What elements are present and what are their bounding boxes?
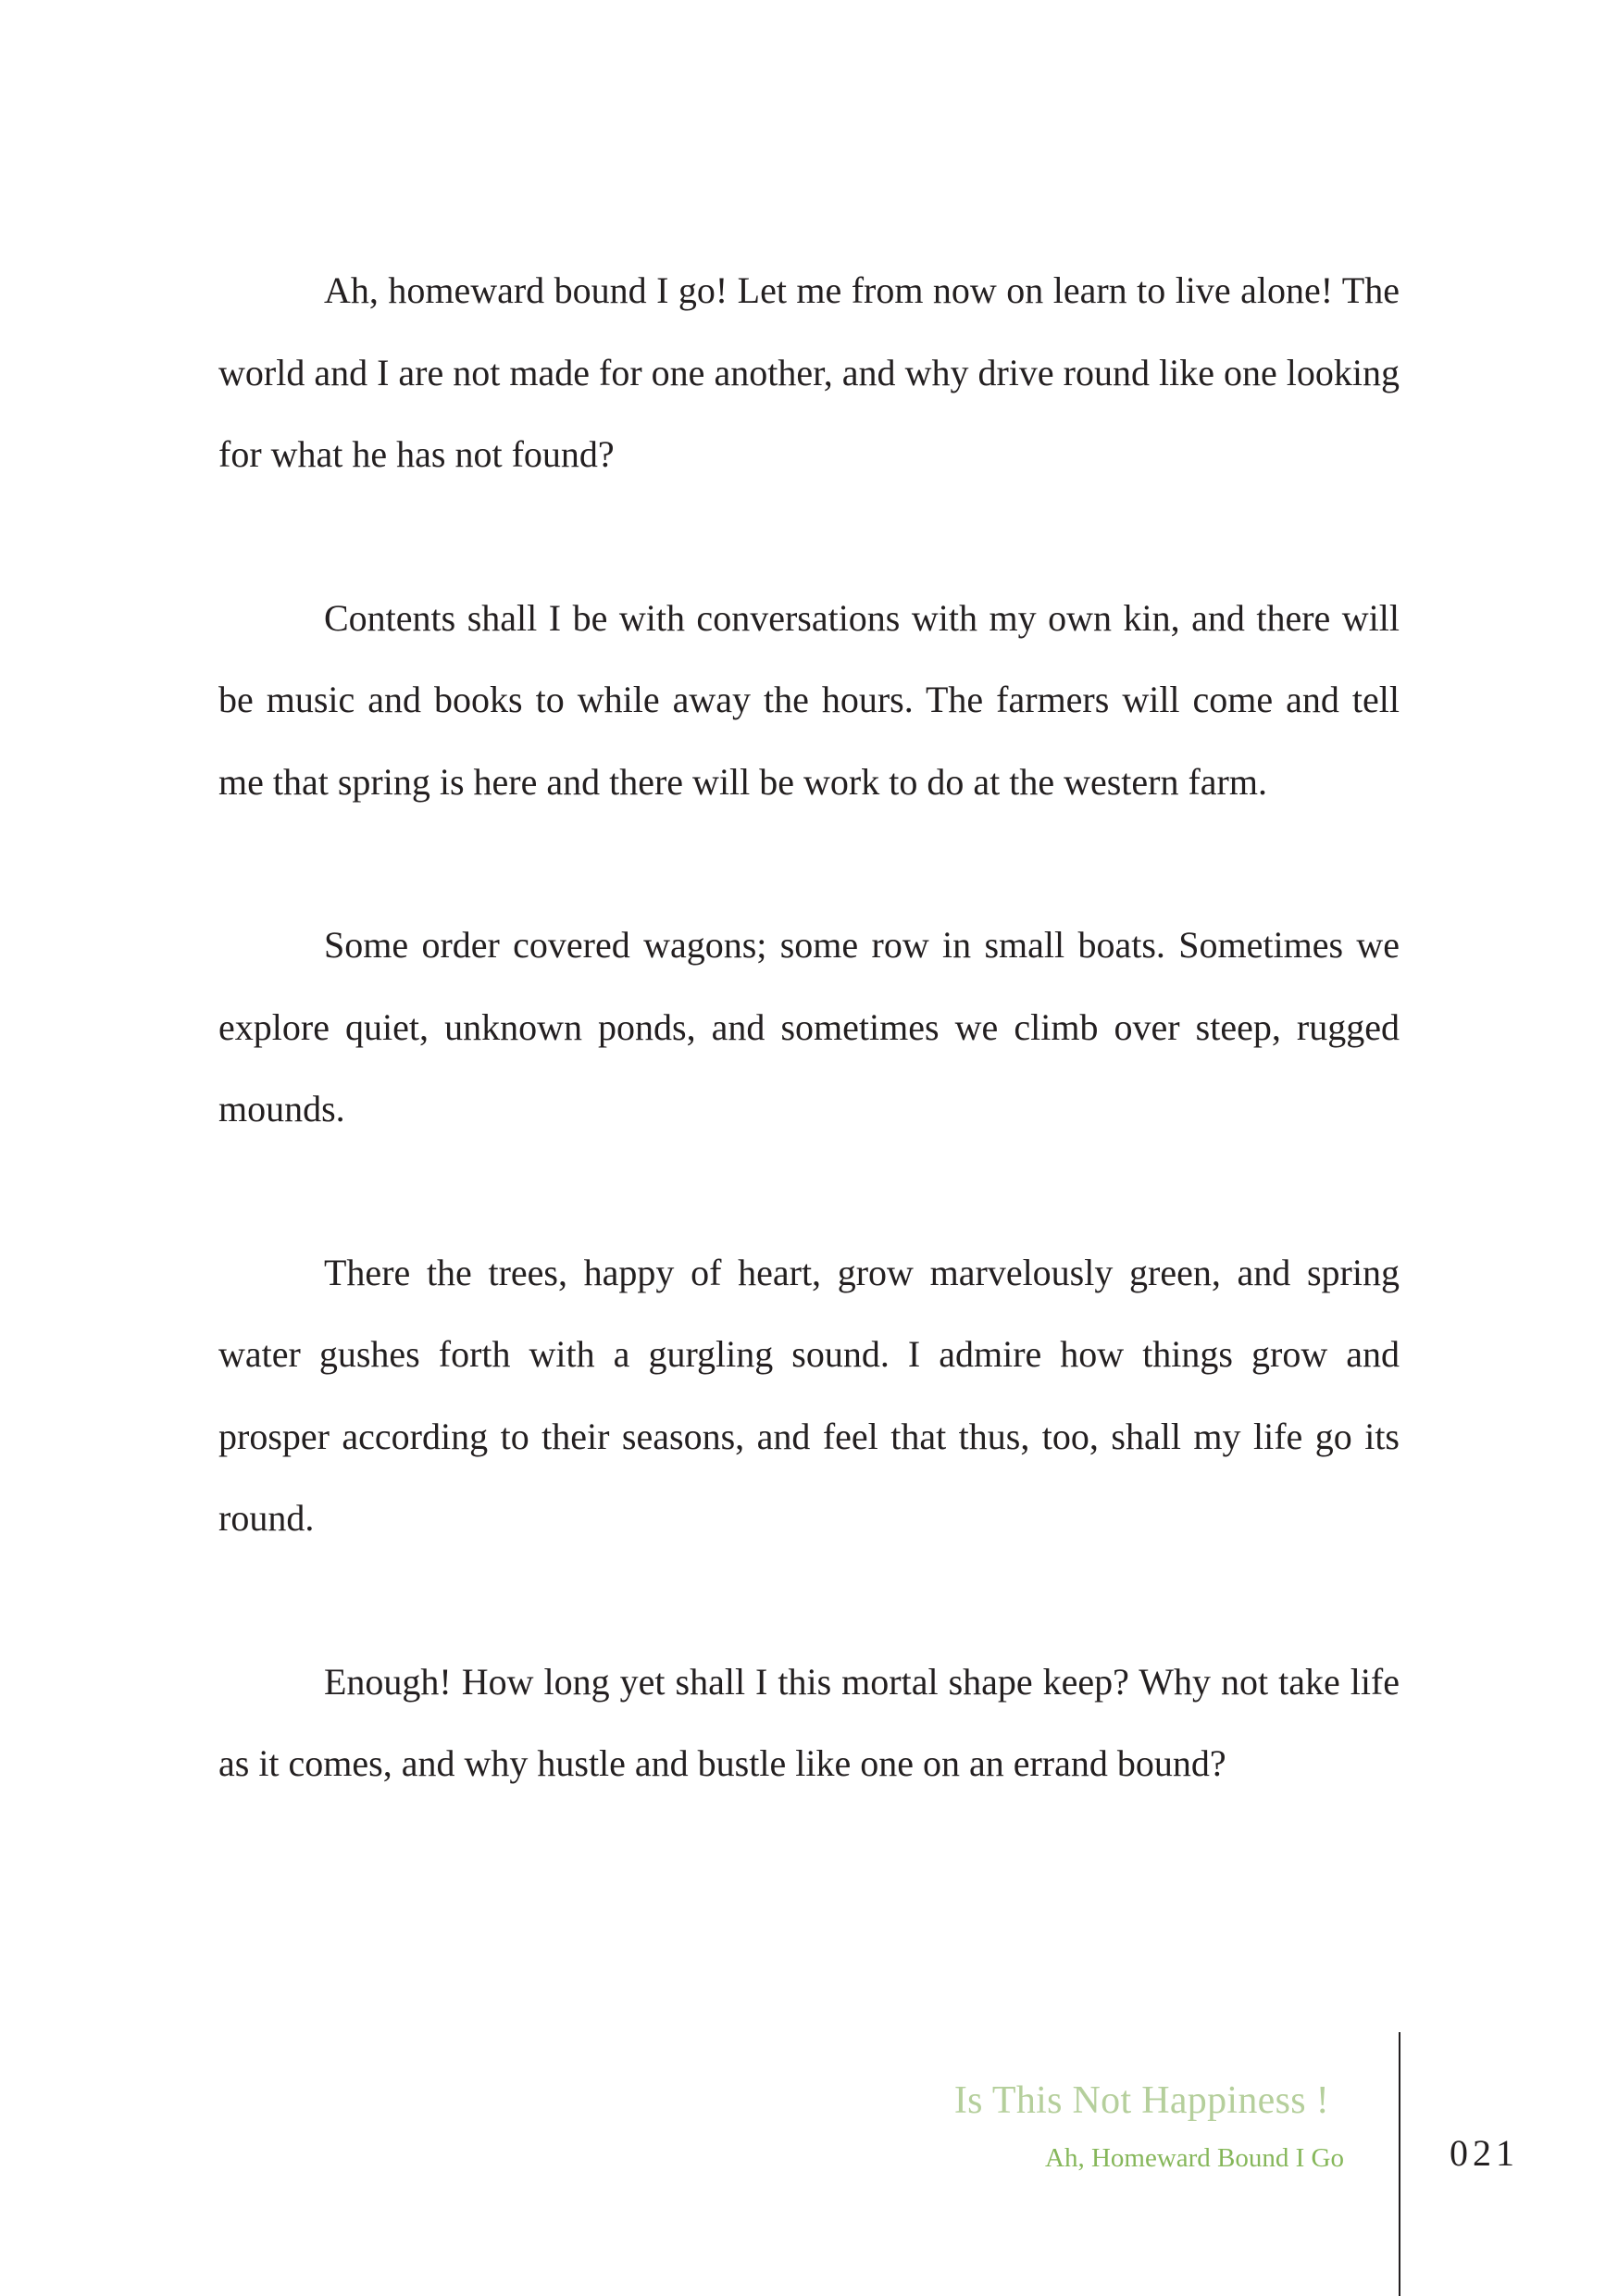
body-text: [218, 250, 1400, 1805]
paragraph-2: Contents shall I be with conversations with my own kin, and there will be music and books to while away the hours. The farmers will come and tell me that spring is here and there will be work to do at the western farm.: [218, 596, 1400, 803]
book-title: Is This Not Happiness !: [953, 2079, 1329, 2122]
paragraph-3: Some order covered wagons; some row in small boats. Sometimes we explore quiet, unknown ponds, and sometimes we climb over steep, rugged mounds.: [218, 924, 1400, 1129]
paragraph-1: Ah, homeward bound I go! Let me from now on learn to live alone! The world and I are not made for one another, and why drive round like one looking for what he has not found?: [218, 269, 1400, 475]
chapter-title: Ah, Homeward Bound I Go: [1045, 2143, 1344, 2173]
paragraph-4: There the trees, happy of heart, grow marvelously green, and spring water gushes forth with a gurgling sound. I admire how things grow and prosper according to their seasons, and feel that thus, too, shall my life go its round.: [218, 1251, 1400, 1539]
page-number: 021: [1450, 2132, 1519, 2174]
footer-divider: [1399, 2032, 1400, 2296]
paragraph-5: Enough! How long yet shall I this mortal shape keep? Why not take life as it comes, and why hustle and bustle like one on an errand bound?: [218, 1660, 1400, 1784]
